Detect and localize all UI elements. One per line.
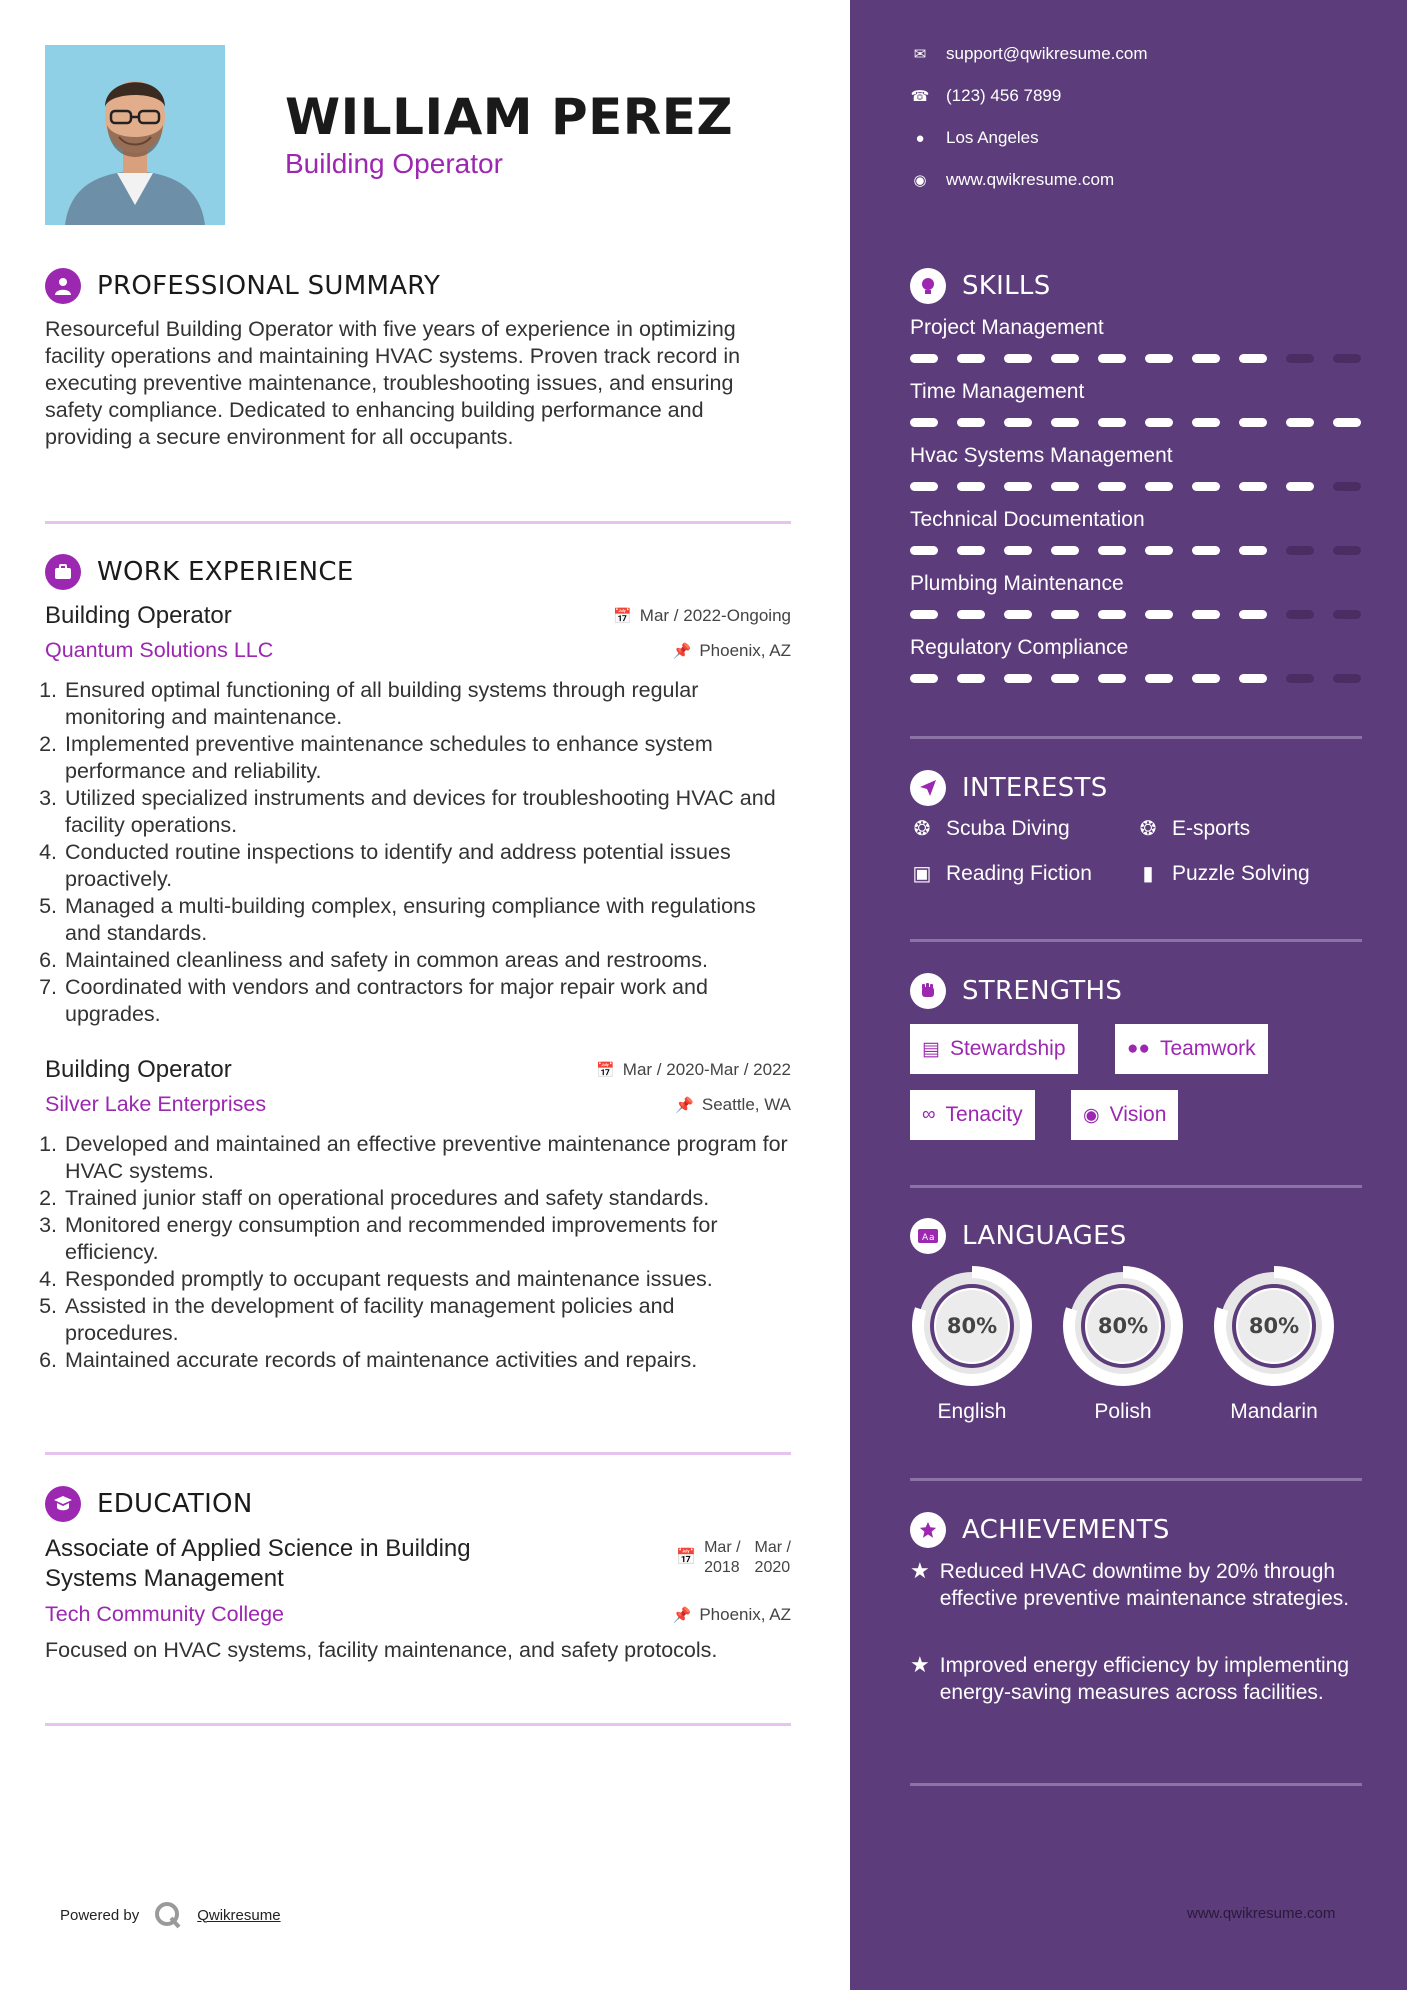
rating-dot [1051,674,1079,683]
rating-dot [1145,354,1173,363]
job-entry [45,602,791,1028]
rating-dot [1051,610,1079,619]
skill-name: Project Management [910,316,1104,339]
interest-item: ❂ E-sports [1136,816,1250,841]
list-item: 2. Trained junior staff on operational procedures and safety standards. [63,1185,791,1212]
contact-email: ✉ support@qwikresume.com [910,44,1148,64]
list-item: 6. Maintained accurate records of maintenance activities and repairs. [63,1347,791,1374]
interests-heading: INTERESTS [962,773,1108,803]
rating-dot [1004,354,1032,363]
life-ring-icon: ❂ [913,818,931,840]
education-heading: EDUCATION [97,1489,253,1519]
degree-name: Associate of Applied Science in Building Systems Management [45,1535,471,1592]
skill-name: Hvac Systems Management [910,444,1173,467]
contact-phone: ☎ (123) 456 7899 [910,86,1062,105]
strength-chip: ◉ Vision [1071,1090,1178,1140]
rating-dot [957,610,985,619]
shooting-star-icon: ★ [910,1652,930,1677]
education-description: Focused on HVAC systems, facility maintenance, and safety protocols. [45,1638,718,1662]
list-item: 5. Assisted in the development of facility management policies and procedures. [63,1293,791,1347]
skill-rating [910,674,1362,683]
rating-dot [957,354,985,363]
map-marker-icon: ● [915,129,925,147]
rating-dot [1286,610,1314,619]
interest-item: ▮ Puzzle Solving [1136,861,1310,886]
list-item: 1. Ensured optimal functioning of all building systems through regular monitoring and maintenance. [63,677,791,731]
rating-dot [1333,354,1361,363]
fist-icon [910,973,946,1009]
rating-dot [1145,482,1173,491]
pin-icon: 📌 [675,1096,694,1114]
company-name: Silver Lake Enterprises [45,1092,267,1116]
rating-dot [1051,482,1079,491]
svg-text:a: a [929,1233,935,1243]
rating-dot [1004,482,1032,491]
briefcase-icon: ▤ [922,1038,940,1060]
language-item [1061,1264,1185,1424]
rating-dot [1145,610,1173,619]
list-item: 4. Responded promptly to occupant requests and maintenance issues. [63,1266,791,1293]
list-item: 2. Implemented preventive maintenance schedules to enhance system performance and reliability. [63,731,791,785]
skill-item [910,636,1362,683]
strengths-heading: STRENGTHS [962,976,1123,1006]
section-divider [910,1478,1362,1481]
rating-dot [1051,354,1079,363]
rating-dot [1192,546,1220,555]
rating-dot [957,482,985,491]
envelope-icon: ✉ [913,46,927,63]
rating-dot [1145,546,1173,555]
rating-dot [1286,546,1314,555]
section-divider [910,939,1362,942]
section-divider [910,736,1362,739]
list-item: 3. Monitored energy consumption and recommended improvements for efficiency. [63,1212,791,1266]
job-date: 📅 Mar / 2020-Mar / 2022 [596,1060,791,1079]
rating-dot [1145,674,1173,683]
skill-item [910,508,1362,555]
rating-dot [1098,354,1126,363]
binoculars-icon: ◉ [1083,1104,1100,1126]
rating-dot [1239,610,1267,619]
company-name: Quantum Solutions LLC [45,638,274,662]
candidate-name: WILLIAM PEREZ [285,88,734,146]
list-item: 6. Maintained cleanliness and safety in common areas and restrooms. [63,947,791,974]
rating-dot [1239,482,1267,491]
svg-text:A: A [922,1233,929,1243]
list-item: 3. Utilized specialized instruments and devices for troubleshooting HVAC and facility operations. [63,785,791,839]
users-icon: ●● [1127,1038,1150,1059]
skill-name: Technical Documentation [910,508,1145,531]
skills-section [910,266,1362,659]
achievements-section [910,1510,1362,1550]
education-dates: 📅 Mar / 2018 Mar / 2020 [676,1539,791,1576]
rating-dot [1286,482,1314,491]
language-name: Mandarin [1230,1400,1318,1423]
interests-section [910,768,1362,808]
skill-name: Plumbing Maintenance [910,572,1124,595]
rating-dot [1098,546,1126,555]
summary-heading: PROFESSIONAL SUMMARY [97,271,441,301]
rating-dot [1192,482,1220,491]
section-divider [45,521,791,524]
rating-dot [1192,354,1220,363]
strength-chip: ∞ Tenacity [910,1090,1035,1140]
rating-dot [1004,546,1032,555]
school-name: Tech Community College [45,1602,284,1626]
language-item [1212,1264,1336,1424]
rating-dot [1239,418,1267,427]
rating-dot [1286,674,1314,683]
languages-heading: LANGUAGES [962,1221,1127,1251]
rating-dot [1333,674,1361,683]
skills-heading: SKILLS [962,271,1051,301]
achievement-item: ★ Improved energy efficiency by implementing energy-saving measures across facilities. [910,1652,1350,1704]
language-name: Polish [1094,1400,1152,1423]
rating-dot [1004,610,1032,619]
language-item [910,1264,1034,1424]
skill-name: Time Management [910,380,1085,403]
language-percent: 80% [1248,1314,1300,1338]
skill-rating [910,354,1362,363]
candidate-title: Building Operator [285,148,503,179]
rating-dot [1239,674,1267,683]
rating-dot [910,354,938,363]
pin-icon: 📌 [672,642,692,660]
skill-rating [910,610,1362,619]
experience-heading: WORK EXPERIENCE [97,557,354,587]
list-item: 5. Managed a multi-building complex, ensuring compliance with regulations and standards. [63,893,791,947]
shooting-star-icon: ★ [910,1558,930,1583]
language-percent: 80% [1097,1314,1149,1338]
rating-dot [1286,354,1314,363]
pin-icon: 📌 [672,1606,692,1624]
rating-dot [1098,674,1126,683]
rating-dot [1004,418,1032,427]
paper-plane-icon [910,770,946,806]
rating-dot [910,418,938,427]
person-photo-icon [45,45,225,225]
job-role: Building Operator [45,602,232,629]
graduate-icon [45,1486,81,1522]
skill-rating [910,482,1362,491]
rating-dot [910,674,938,683]
rating-dot [910,482,938,491]
duties-list [45,1131,791,1374]
book-icon: ▮ [1142,863,1154,885]
strength-chip: ●● Teamwork [1115,1024,1268,1074]
duties-list [45,677,791,1028]
calendar-icon: 📅 [613,608,632,625]
star-badge-icon [910,1512,946,1548]
contact-website: ◉ www.qwikresume.com [910,170,1114,190]
rating-dot [1051,546,1079,555]
section-divider [910,1185,1362,1188]
rating-dot [1051,418,1079,427]
rating-dot [1333,546,1361,555]
strengths-section [910,971,1362,1011]
languages-section [910,1216,1362,1256]
skill-rating [910,418,1362,427]
rating-dot [1004,674,1032,683]
list-item: 1. Developed and maintained an effective preventive maintenance program for HVAC systems. [63,1131,791,1185]
rating-dot [910,546,938,555]
interest-item: ▣ Reading Fiction [910,861,1092,886]
rating-dot [1098,610,1126,619]
skill-item [910,572,1362,619]
translate-icon [910,1218,946,1254]
link-icon: ∞ [922,1104,936,1125]
summary-section [45,266,791,451]
rating-dot [957,546,985,555]
skill-item [910,316,1362,363]
language-percent: 80% [946,1314,998,1338]
brand-link[interactable]: Qwikresume [197,1906,281,1924]
skill-name: Regulatory Compliance [910,636,1129,659]
job-role: Building Operator [45,1056,232,1083]
user-icon [45,268,81,304]
job-location: 📌 Seattle, WA [675,1094,791,1114]
rating-dot [1239,354,1267,363]
rating-dot [1333,610,1361,619]
school-location: 📌 Phoenix, AZ [672,1604,791,1624]
rating-dot [1192,674,1220,683]
job-date: 📅 Mar / 2022-Ongoing [613,606,791,625]
rating-dot [1192,418,1220,427]
rating-dot [1192,610,1220,619]
list-item: 4. Conducted routine inspections to identify and address potential issues proactively. [63,839,791,893]
interest-item: ❂ Scuba Diving [910,816,1070,841]
rating-dot [1239,546,1267,555]
rating-dot [1098,482,1126,491]
rating-dot [957,674,985,683]
footer-url[interactable]: www.qwikresume.com [1187,1905,1336,1922]
phone-icon: ☎ [910,88,930,105]
job-location: 📌 Phoenix, AZ [672,640,791,660]
section-divider [910,1783,1362,1786]
lightbulb-icon [910,268,946,304]
job-entry [45,1056,791,1374]
section-divider [45,1452,791,1455]
globe-icon: ◉ [913,172,927,189]
rating-dot [1145,418,1173,427]
rating-dot [1333,482,1361,491]
qwikresume-logo-icon [153,1900,183,1930]
skill-item [910,444,1362,491]
skill-rating [910,546,1362,555]
summary-text: Resourceful Building Operator with five years of experience in optimizing facility operations and maintaining HVAC systems. Proven track record in executing preventive maintenance, troubleshooting issues, and ensuring safety compliance. Dedicated to enhancing building performance and providing a secure environment for all occupants. [45,317,741,449]
list-item: 7. Coordinated with vendors and contractors for major repair work and upgrades. [63,974,791,1028]
education-section [45,1484,791,1664]
section-divider [45,1723,791,1726]
skill-item [910,380,1362,427]
calendar-icon: 📅 [676,1549,697,1566]
gamepad-icon: ▣ [912,863,932,885]
language-name: English [937,1400,1007,1423]
achievement-item: ★ Reduced HVAC downtime by 20% through effective preventive maintenance strategies. [910,1558,1350,1610]
powered-by: Powered by Qwikresume [60,1900,281,1930]
calendar-icon: 📅 [596,1062,615,1079]
profile-photo [45,45,225,225]
sidebar [850,0,1407,1990]
experience-section [45,552,791,1374]
rating-dot [910,610,938,619]
rating-dot [1333,418,1361,427]
rating-dot [1098,418,1126,427]
achievements-heading: ACHIEVEMENTS [962,1515,1170,1545]
rating-dot [1286,418,1314,427]
life-ring-icon: ❂ [1139,818,1157,840]
briefcase-icon [45,554,81,590]
contact-location: ● Los Angeles [910,128,1039,148]
rating-dot [957,418,985,427]
strength-chip: ▤ Stewardship [910,1024,1078,1074]
